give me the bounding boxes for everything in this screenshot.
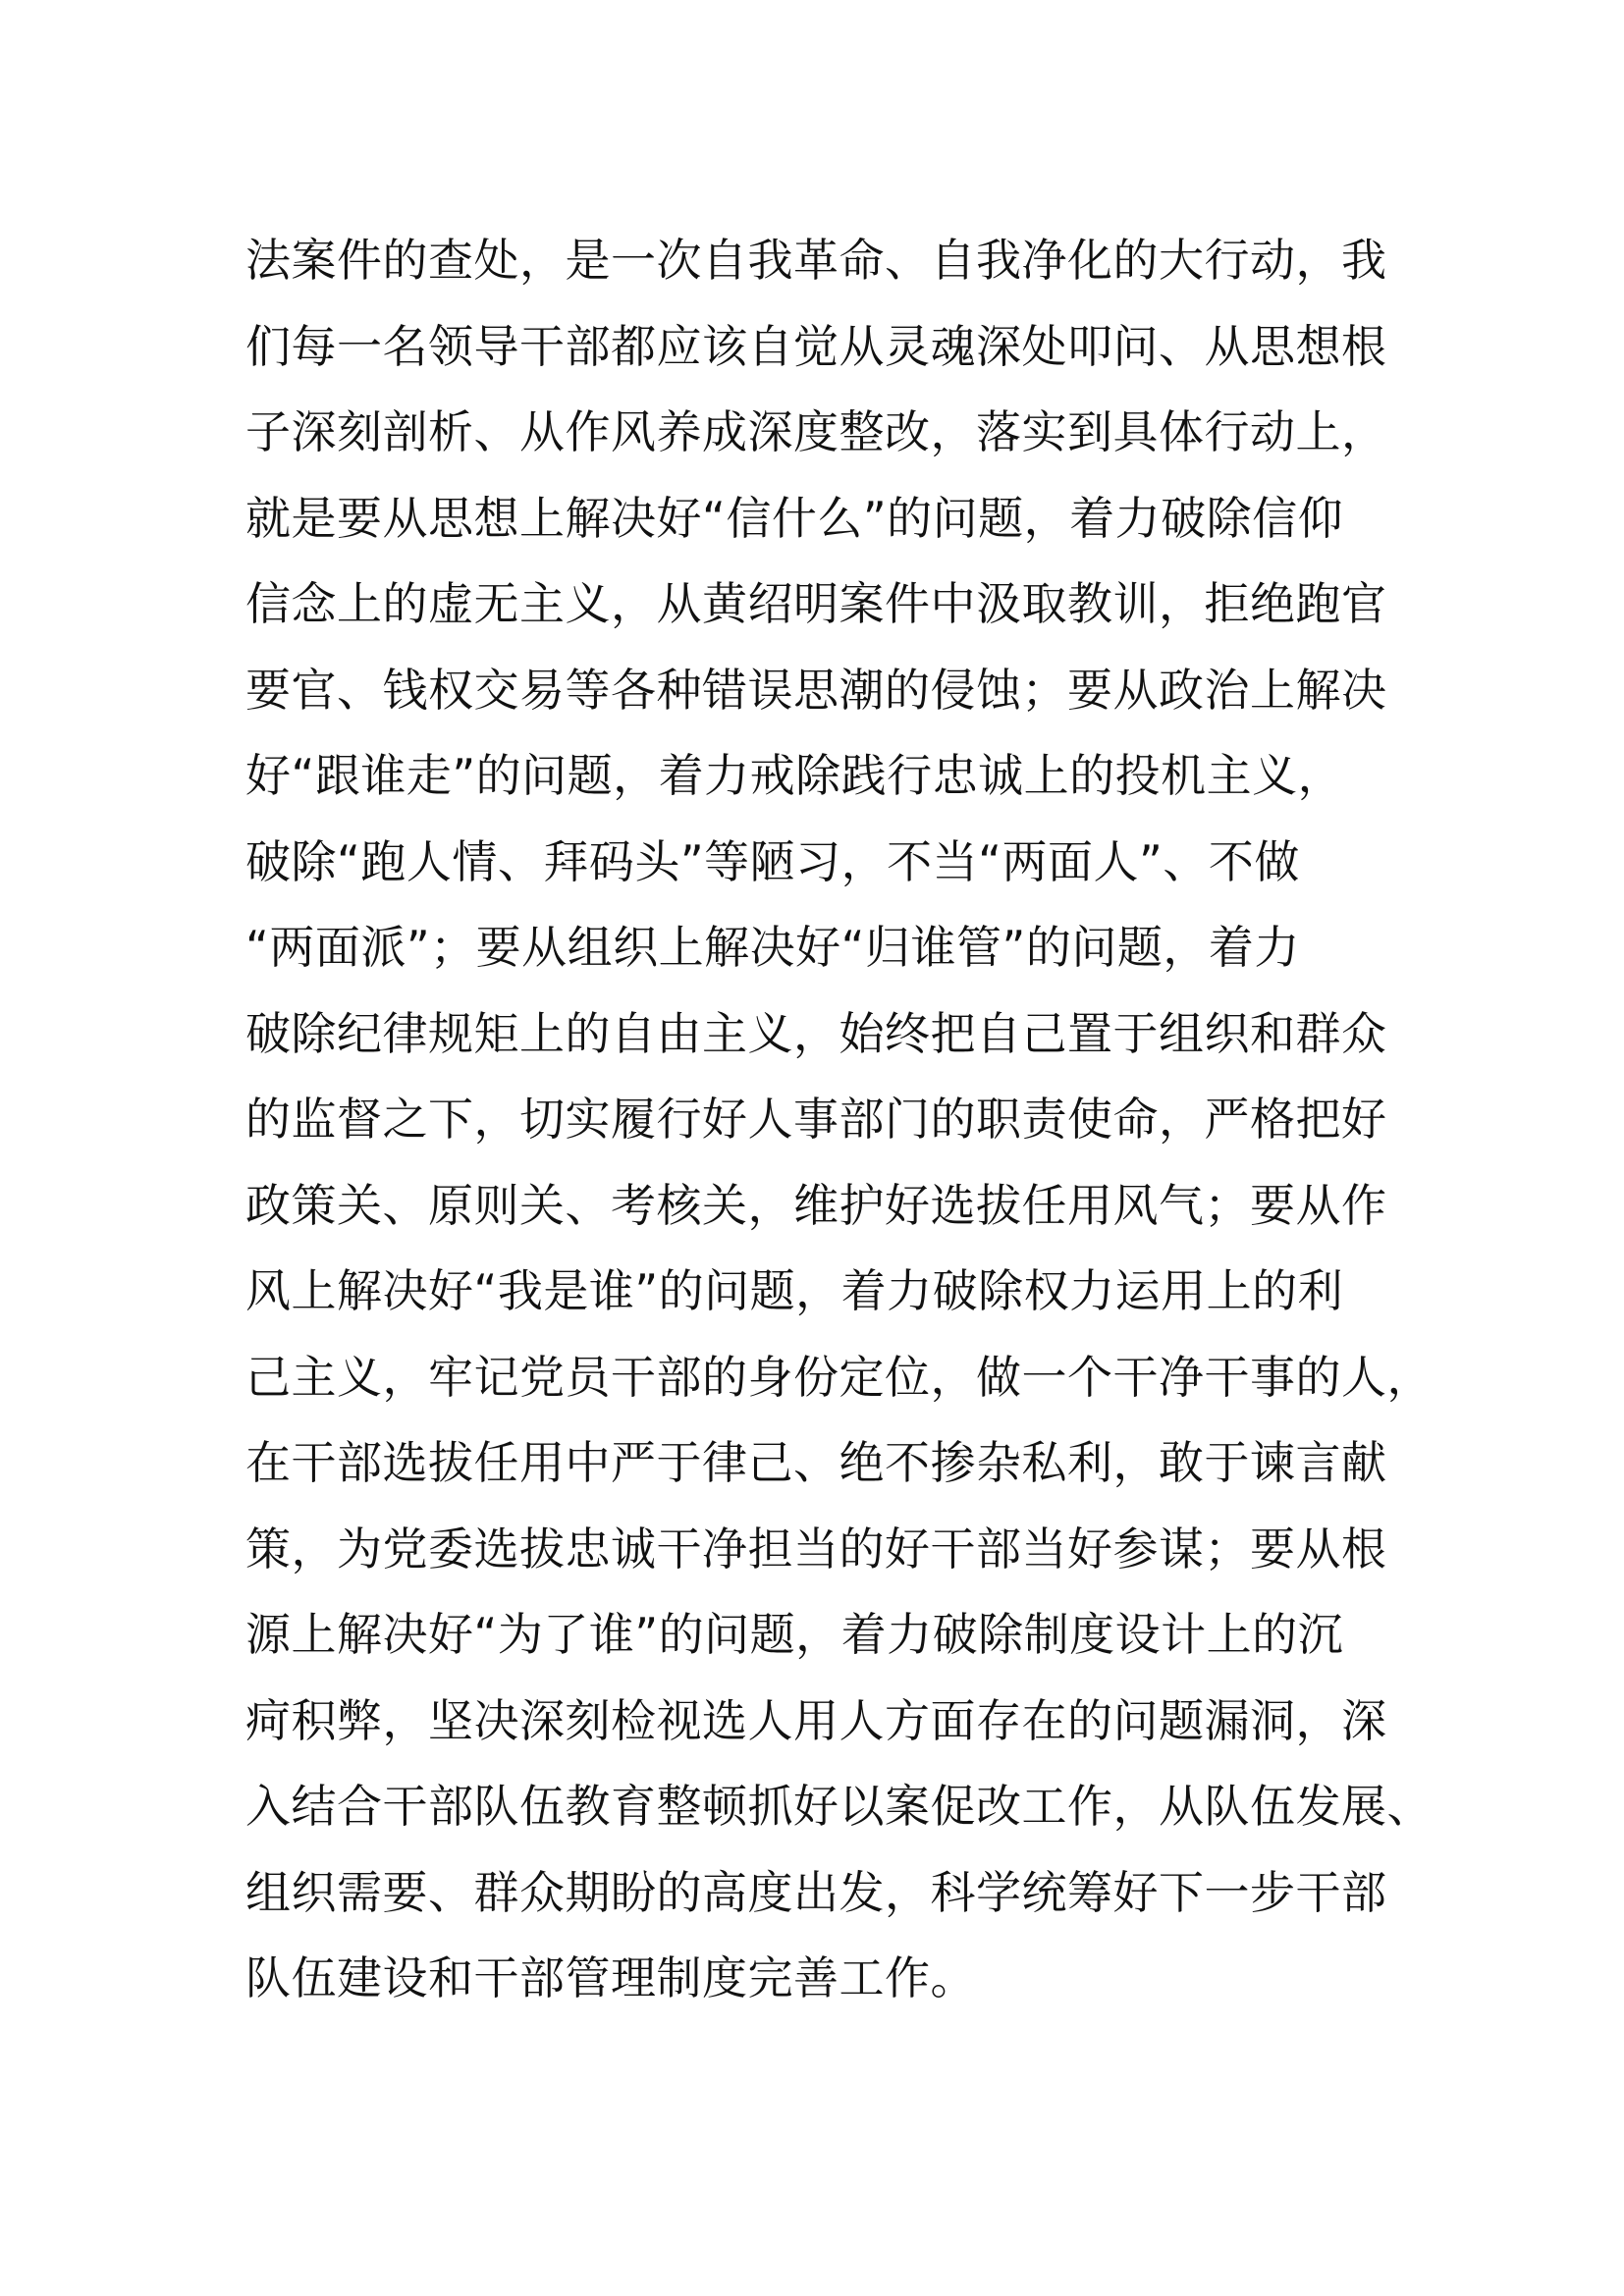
text-line: 风上解决好“我是谁”的问题，着力破除权力运用上的利 [245, 1264, 1344, 1317]
text-line: 源上解决好“为了谁”的问题，着力破除制度设计上的沉 [245, 1608, 1344, 1661]
text-line: 就是要从思想上解决好“信什么”的问题，着力破除信仰 [245, 491, 1344, 545]
text-line: 法案件的查处，是一次自我革命、自我净化的大行动，我 [245, 234, 1387, 287]
text-line: 好“跟谁走”的问题，着力戒除践行忠诚上的投机主义， [245, 749, 1344, 802]
text-line: 的监督之下，切实履行好人事部门的职责使命，严格把好 [245, 1093, 1387, 1146]
text-line: “两面派”；要从组织上解决好“归谁管”的问题，着力 [245, 921, 1300, 974]
text-line: 要官、钱权交易等各种错误思潮的侵蚀；要从政治上解决 [245, 663, 1387, 717]
text-line: 组织需要、群众期盼的高度出发，科学统筹好下一步干部 [245, 1865, 1387, 1919]
text-line: 己主义，牢记党员干部的身份定位，做一个干净干事的人， [245, 1350, 1433, 1404]
body-paragraph [245, 218, 1433, 2022]
text-line: 队伍建设和干部管理制度完善工作。 [245, 1951, 976, 2004]
text-line: 信念上的虚无主义，从黄绍明案件中汲取教训，拒绝跑官 [245, 577, 1387, 630]
text-line: 在干部选拔任用中严于律己、绝不掺杂私利，敢于谏言献 [245, 1436, 1387, 1489]
text-line: 子深刻剖析、从作风养成深度整改，落实到具体行动上， [245, 405, 1387, 458]
text-line: 破除纪律规矩上的自由主义，始终把自己置于组织和群众 [245, 1006, 1387, 1060]
text-line: 破除“跑人情、拜码头”等陋习，不当“两面人”、不做 [245, 834, 1300, 888]
text-line: 政策关、原则关、考核关，维护好选拔任用风气；要从作 [245, 1178, 1387, 1232]
text-line: 们每一名领导干部都应该自觉从灵魂深处叩问、从思想根 [245, 319, 1387, 373]
text-line: 入结合干部队伍教育整顿抓好以案促改工作，从队伍发展、 [245, 1780, 1433, 1833]
text-line: 策，为党委选拔忠诚干净担当的好干部当好参谋；要从根 [245, 1522, 1387, 1575]
text-line: 疴积弊，坚决深刻检视选人用人方面存在的问题漏洞，深 [245, 1693, 1387, 1747]
